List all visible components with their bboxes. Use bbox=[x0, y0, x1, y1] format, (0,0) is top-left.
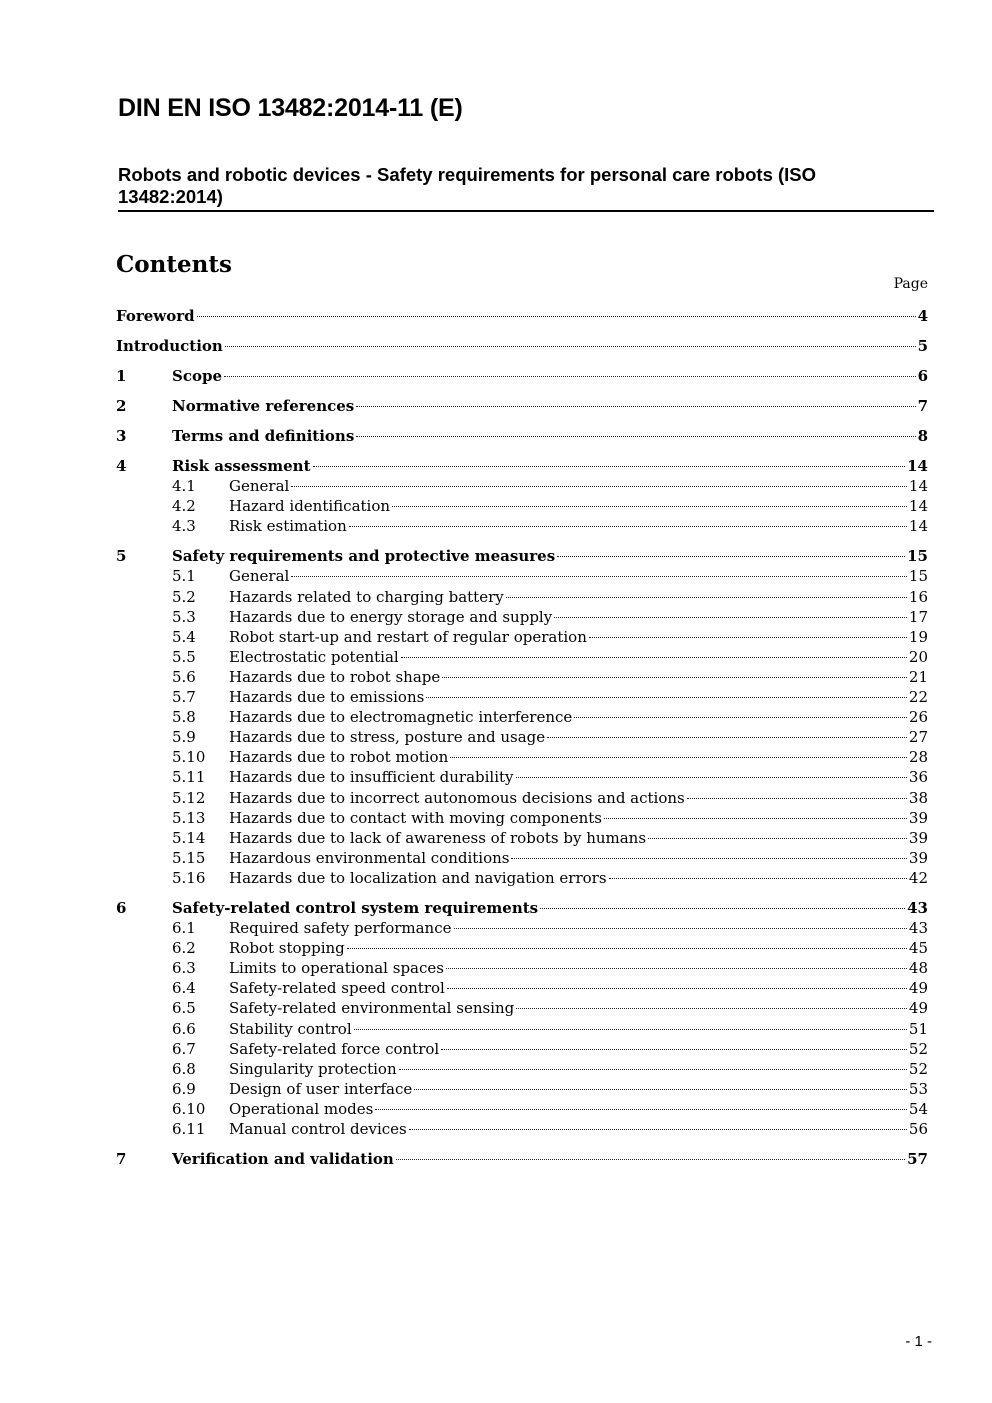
toc-subentry[interactable] bbox=[172, 707, 928, 727]
toc-dot-leader bbox=[409, 1129, 907, 1130]
toc-entry-number: 6 bbox=[116, 899, 127, 917]
toc-dot-leader bbox=[426, 697, 907, 698]
toc-subentry[interactable] bbox=[172, 1099, 928, 1119]
toc-entry-page: 42 bbox=[908, 869, 928, 887]
toc-dot-leader bbox=[447, 988, 907, 989]
toc-entry-page: 52 bbox=[908, 1060, 928, 1078]
toc-entry-number: 6.3 bbox=[172, 959, 196, 977]
toc-entry-page: 14 bbox=[908, 517, 928, 535]
toc-entry-page: 21 bbox=[908, 668, 928, 686]
toc-dot-leader bbox=[557, 556, 905, 557]
toc-subentry[interactable] bbox=[172, 687, 928, 707]
toc-entry-title: Risk assessment bbox=[172, 457, 311, 475]
toc-entry-title: Safety-related control system requirements bbox=[172, 899, 539, 917]
toc-subentry[interactable] bbox=[172, 727, 928, 747]
toc-entry-number: 5.16 bbox=[172, 869, 206, 887]
toc-entry-number: 6.1 bbox=[172, 919, 196, 937]
toc-entry-number: 5.7 bbox=[172, 688, 196, 706]
toc-dot-leader bbox=[540, 908, 905, 909]
toc-entry-title: Limits to operational spaces bbox=[229, 959, 444, 977]
toc-entry[interactable] bbox=[116, 306, 928, 326]
toc-subentry[interactable] bbox=[172, 918, 928, 938]
page-number: - 1 - bbox=[905, 1333, 932, 1350]
toc-entry-number: 5.14 bbox=[172, 829, 206, 847]
toc-entry-page: 17 bbox=[908, 608, 928, 626]
toc-entry-page: 27 bbox=[908, 728, 928, 746]
toc-entry-number: 6.7 bbox=[172, 1040, 196, 1058]
toc-entry-page: 14 bbox=[908, 477, 928, 495]
toc-entry-title: Hazards due to robot motion bbox=[229, 748, 449, 766]
toc-entry-page: 15 bbox=[907, 547, 928, 565]
toc-entry-number: 5.12 bbox=[172, 789, 206, 807]
toc-entry-page: 14 bbox=[908, 497, 928, 515]
contents-heading: Contents bbox=[116, 251, 232, 278]
toc-dot-leader bbox=[547, 737, 907, 738]
toc-entry-number: 6.5 bbox=[172, 999, 196, 1017]
toc-entry-number: 6.9 bbox=[172, 1080, 196, 1098]
toc-dot-leader bbox=[446, 968, 907, 969]
toc-dot-leader bbox=[396, 1159, 905, 1160]
toc-entry[interactable] bbox=[116, 426, 928, 446]
toc-dot-leader bbox=[450, 757, 907, 758]
toc-subentry[interactable] bbox=[172, 808, 928, 828]
toc-entry[interactable] bbox=[116, 366, 928, 386]
toc-entry[interactable] bbox=[116, 396, 928, 416]
toc-dot-leader bbox=[648, 838, 907, 839]
toc-entry-page: 48 bbox=[908, 959, 928, 977]
toc-entry-page: 39 bbox=[908, 849, 928, 867]
toc-entry-page: 16 bbox=[908, 588, 928, 606]
toc-subentry[interactable] bbox=[172, 978, 928, 998]
toc-dot-leader bbox=[375, 1109, 907, 1110]
toc-entry-title: Safety-related force control bbox=[229, 1040, 440, 1058]
toc-entry-number: 4.1 bbox=[172, 477, 196, 495]
toc-subentry[interactable] bbox=[172, 476, 928, 496]
toc-entry-title: Normative references bbox=[172, 397, 355, 415]
toc-entry-page: 19 bbox=[908, 628, 928, 646]
toc-entry[interactable] bbox=[116, 336, 928, 356]
toc-entry-number: 5.4 bbox=[172, 628, 196, 646]
toc-entry-title: Electrostatic potential bbox=[229, 648, 399, 666]
toc-entry-title: Terms and definitions bbox=[172, 427, 355, 445]
toc-entry-number: 6.10 bbox=[172, 1100, 206, 1118]
toc-entry-title: Singularity protection bbox=[229, 1060, 397, 1078]
toc-subentry[interactable] bbox=[172, 607, 928, 627]
toc-entry-page: 49 bbox=[908, 979, 928, 997]
toc-entry[interactable] bbox=[116, 898, 928, 918]
toc-entry-page: 20 bbox=[908, 648, 928, 666]
toc-dot-leader bbox=[225, 346, 916, 347]
toc-subentry[interactable] bbox=[172, 647, 928, 667]
toc-entry-title: Hazards due to energy storage and supply bbox=[229, 608, 553, 626]
toc-entry-number: 6.4 bbox=[172, 979, 196, 997]
toc-entry-page: 22 bbox=[908, 688, 928, 706]
toc-entry-page: 43 bbox=[908, 919, 928, 937]
toc-entry-page: 5 bbox=[917, 337, 928, 355]
toc-entry-page: 28 bbox=[908, 748, 928, 766]
toc-entry-title: Introduction bbox=[116, 337, 223, 355]
toc-dot-leader bbox=[414, 1089, 907, 1090]
toc-entry-page: 39 bbox=[908, 829, 928, 847]
toc-entry-page: 53 bbox=[908, 1080, 928, 1098]
toc-dot-leader bbox=[511, 858, 906, 859]
toc-entry-title: Hazards due to stress, posture and usage bbox=[229, 728, 546, 746]
toc-entry-title: Risk estimation bbox=[229, 517, 347, 535]
toc-subentry[interactable] bbox=[172, 496, 928, 516]
toc-entry-title: Hazards due to localization and navigation errors bbox=[229, 869, 607, 887]
toc-entry-title: Hazards due to incorrect autonomous decisions and actions bbox=[229, 789, 685, 807]
toc-subentry[interactable] bbox=[172, 1119, 928, 1139]
toc-dot-leader bbox=[574, 717, 907, 718]
toc-entry-number: 5.11 bbox=[172, 768, 206, 786]
toc-subentry[interactable] bbox=[172, 938, 928, 958]
toc-entry-number: 5.1 bbox=[172, 567, 196, 585]
toc-entry-page: 38 bbox=[908, 789, 928, 807]
toc-entry-number: 2 bbox=[116, 397, 127, 415]
toc-subentry[interactable] bbox=[172, 828, 928, 848]
toc-entry-title: Hazards due to robot shape bbox=[229, 668, 441, 686]
toc-subentry[interactable] bbox=[172, 566, 928, 586]
toc-entry-page: 4 bbox=[917, 307, 928, 325]
toc-entry-page: 26 bbox=[908, 708, 928, 726]
toc-dot-leader bbox=[347, 948, 907, 949]
toc-entry-number: 6.8 bbox=[172, 1060, 196, 1078]
toc-entry-title: Hazards due to contact with moving components bbox=[229, 809, 602, 827]
toc-subentry[interactable] bbox=[172, 747, 928, 767]
toc-entry-title: Scope bbox=[172, 367, 223, 385]
toc-subentry[interactable] bbox=[172, 788, 928, 808]
toc-dot-leader bbox=[609, 878, 907, 879]
toc-entry-page: 36 bbox=[908, 768, 928, 786]
toc-dot-leader bbox=[604, 818, 907, 819]
toc-dot-leader bbox=[516, 777, 907, 778]
toc-entry-number: 7 bbox=[116, 1150, 127, 1168]
document-title: Robots and robotic devices - Safety requirements for personal care robots (ISO 13482:2014) bbox=[118, 164, 817, 207]
toc-dot-leader bbox=[313, 466, 906, 467]
toc-entry-title: General bbox=[229, 477, 290, 495]
toc-entry-number: 1 bbox=[116, 367, 127, 385]
toc-entry-title: Hazards due to emissions bbox=[229, 688, 425, 706]
toc-dot-leader bbox=[291, 576, 907, 577]
toc-entry-title: Hazards due to electromagnetic interference bbox=[229, 708, 573, 726]
toc-entry-title: Manual control devices bbox=[229, 1120, 407, 1138]
toc-dot-leader bbox=[441, 1049, 907, 1050]
toc-entry-title: Design of user interface bbox=[229, 1080, 413, 1098]
toc-entry-number: 3 bbox=[116, 427, 127, 445]
toc-entry-number: 4.2 bbox=[172, 497, 196, 515]
toc-dot-leader bbox=[401, 657, 907, 658]
toc-entry[interactable] bbox=[116, 456, 928, 476]
toc-entry-title: Stability control bbox=[229, 1020, 352, 1038]
toc-entry-page: 57 bbox=[907, 1150, 928, 1168]
toc-entry-page: 43 bbox=[907, 899, 928, 917]
toc-entry-number: 5.3 bbox=[172, 608, 196, 626]
toc-entry-page: 6 bbox=[917, 367, 928, 385]
toc-entry-number: 5.10 bbox=[172, 748, 206, 766]
toc-entry-title: Hazard identification bbox=[229, 497, 391, 515]
toc-entry-page: 7 bbox=[917, 397, 928, 415]
toc-subentry[interactable] bbox=[172, 1039, 928, 1059]
toc-entry-title: Safety requirements and protective measures bbox=[172, 547, 556, 565]
toc-entry-page: 14 bbox=[907, 457, 928, 475]
toc-entry-number: 6.11 bbox=[172, 1120, 206, 1138]
toc-entry-title: Hazards related to charging battery bbox=[229, 588, 504, 606]
toc-entry-number: 4.3 bbox=[172, 517, 196, 535]
toc-entry[interactable] bbox=[116, 546, 928, 566]
toc-subentry[interactable] bbox=[172, 587, 928, 607]
toc-entry-page: 15 bbox=[908, 567, 928, 585]
toc-entry-number: 5.6 bbox=[172, 668, 196, 686]
toc-subentry[interactable] bbox=[172, 1019, 928, 1039]
toc-entry-page: 39 bbox=[908, 809, 928, 827]
toc-subentry[interactable] bbox=[172, 627, 928, 647]
toc-subentry[interactable] bbox=[172, 1079, 928, 1099]
toc-subentry[interactable] bbox=[172, 848, 928, 868]
toc-dot-leader bbox=[506, 597, 907, 598]
toc-entry-title: Required safety performance bbox=[229, 919, 452, 937]
toc-entry-title: Robot stopping bbox=[229, 939, 345, 957]
toc-dot-leader bbox=[687, 798, 907, 799]
page-column-label: Page bbox=[893, 276, 928, 292]
toc-dot-leader bbox=[554, 617, 907, 618]
toc-dot-leader bbox=[354, 1029, 907, 1030]
toc-entry-title: Robot start-up and restart of regular operation bbox=[229, 628, 587, 646]
toc-entry-page: 8 bbox=[917, 427, 928, 445]
toc-dot-leader bbox=[442, 677, 907, 678]
toc-entry-number: 5.2 bbox=[172, 588, 196, 606]
toc-dot-leader bbox=[291, 486, 907, 487]
toc-entry-title: Hazards due to insufficient durability bbox=[229, 768, 514, 786]
toc-subentry[interactable] bbox=[172, 868, 928, 888]
toc-subentry[interactable] bbox=[172, 958, 928, 978]
toc-dot-leader bbox=[392, 506, 907, 507]
toc-dot-leader bbox=[356, 436, 915, 437]
toc-dot-leader bbox=[516, 1008, 907, 1009]
toc-entry-page: 56 bbox=[908, 1120, 928, 1138]
toc-dot-leader bbox=[356, 406, 915, 407]
toc-entry-title: Hazardous environmental conditions bbox=[229, 849, 510, 867]
toc-entry[interactable] bbox=[116, 1149, 928, 1169]
toc-dot-leader bbox=[224, 376, 916, 377]
toc-entry-title: Safety-related environmental sensing bbox=[229, 999, 515, 1017]
toc-entry-number: 4 bbox=[116, 457, 127, 475]
toc-entry-title: Safety-related speed control bbox=[229, 979, 445, 997]
toc-dot-leader bbox=[197, 316, 916, 317]
toc-entry-number: 6.6 bbox=[172, 1020, 196, 1038]
toc-dot-leader bbox=[454, 928, 907, 929]
toc-entry-number: 5.8 bbox=[172, 708, 196, 726]
toc-entry-number: 5.13 bbox=[172, 809, 206, 827]
toc-entry-title: Foreword bbox=[116, 307, 195, 325]
toc-entry-number: 5.5 bbox=[172, 648, 196, 666]
toc-subentry[interactable] bbox=[172, 667, 928, 687]
toc-dot-leader bbox=[589, 637, 907, 638]
toc-subentry[interactable] bbox=[172, 516, 928, 536]
toc-dot-leader bbox=[349, 526, 907, 527]
toc-entry-page: 51 bbox=[908, 1020, 928, 1038]
toc-dot-leader bbox=[399, 1069, 907, 1070]
toc-entry-page: 45 bbox=[908, 939, 928, 957]
toc-entry-title: Operational modes bbox=[229, 1100, 374, 1118]
toc-subentry[interactable] bbox=[172, 767, 928, 787]
document-id: DIN EN ISO 13482:2014-11 (E) bbox=[118, 94, 463, 122]
toc-entry-number: 5.15 bbox=[172, 849, 206, 867]
toc-entry-number: 5 bbox=[116, 547, 127, 565]
toc-subentry[interactable] bbox=[172, 1059, 928, 1079]
toc-entry-title: Verification and validation bbox=[172, 1150, 394, 1168]
toc-entry-title: Hazards due to lack of awareness of robots by humans bbox=[229, 829, 647, 847]
toc-entry-number: 6.2 bbox=[172, 939, 196, 957]
toc-entry-page: 52 bbox=[908, 1040, 928, 1058]
toc-entry-page: 49 bbox=[908, 999, 928, 1017]
toc-entry-number: 5.9 bbox=[172, 728, 196, 746]
toc-entry-page: 54 bbox=[908, 1100, 928, 1118]
toc-entry-title: General bbox=[229, 567, 290, 585]
toc-subentry[interactable] bbox=[172, 998, 928, 1018]
